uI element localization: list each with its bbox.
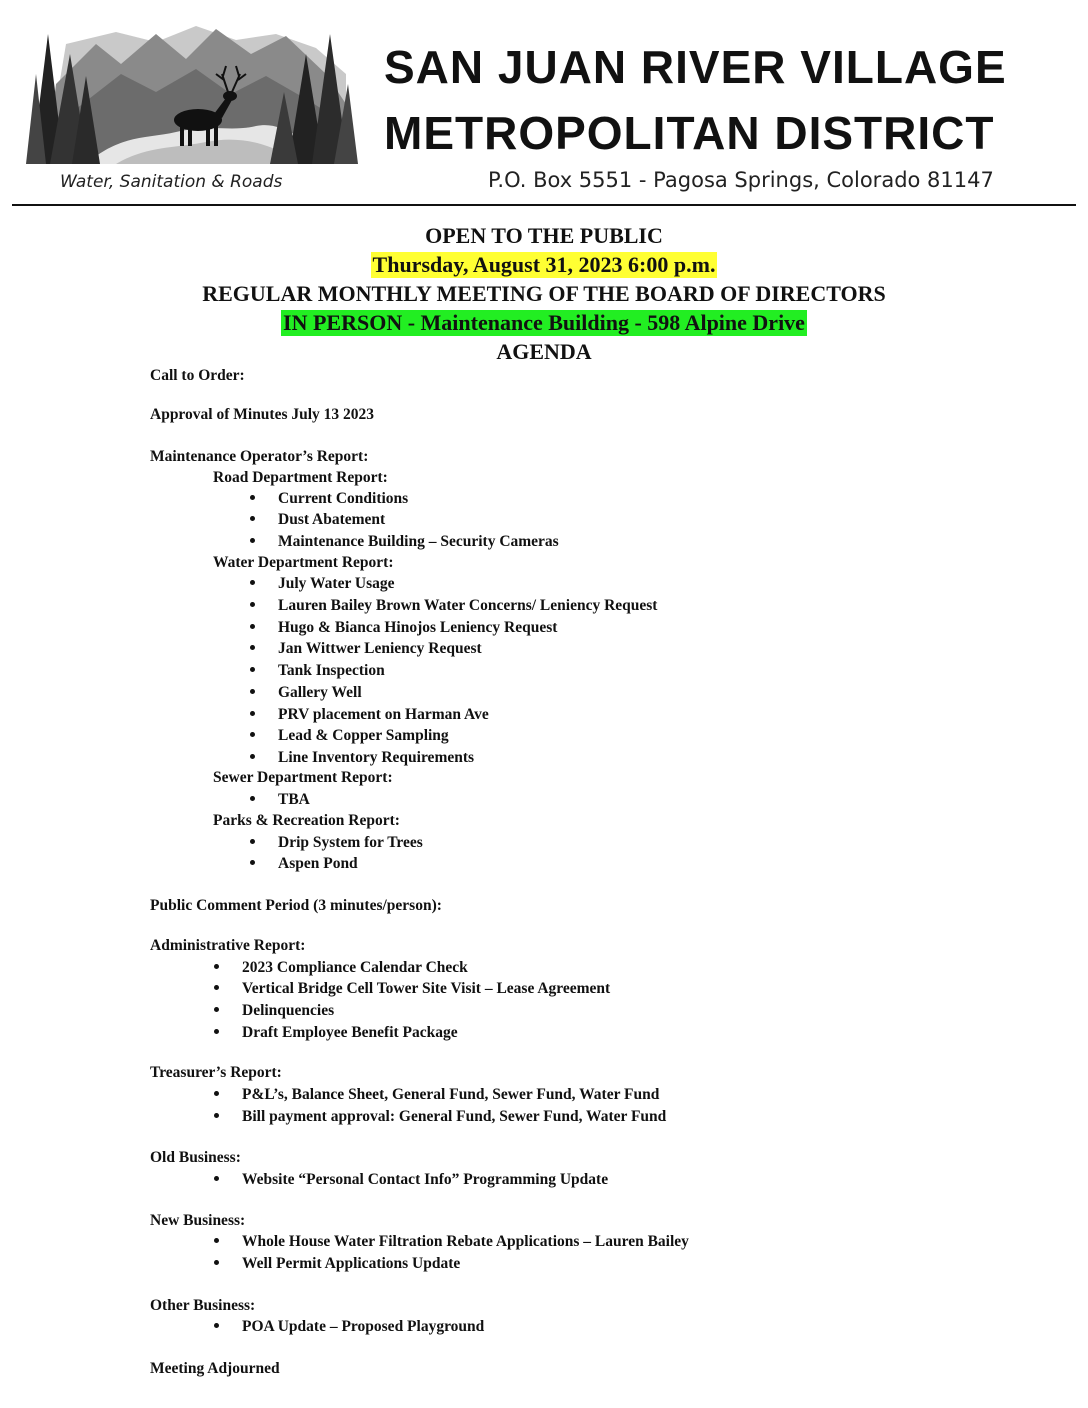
bullet-icon — [250, 602, 255, 607]
bullet-icon — [250, 839, 255, 844]
meeting-adjourned: Meeting Adjourned — [150, 1360, 280, 1377]
list-item: Hugo & Bianca Hinojos Leniency Request — [250, 619, 557, 637]
list-item: July Water Usage — [250, 575, 395, 593]
list-item: 2023 Compliance Calendar Check — [214, 959, 468, 977]
list-item: P&L’s, Balance Sheet, General Fund, Sewer Fund, Water Fund — [214, 1086, 659, 1104]
list-item: Jan Wittwer Leniency Request — [250, 640, 482, 658]
bullet-icon — [214, 1091, 219, 1096]
list-item: POA Update – Proposed Playground — [214, 1318, 484, 1336]
call-to-order: Call to Order: — [150, 367, 245, 384]
list-item: PRV placement on Harman Ave — [250, 706, 489, 724]
bullet-icon — [214, 1029, 219, 1034]
bullet-icon — [250, 580, 255, 585]
bullet-icon — [250, 754, 255, 759]
list-item: Vertical Bridge Cell Tower Site Visit – Lease Agreement — [214, 980, 610, 998]
bullet-icon — [214, 1007, 219, 1012]
sewer-report-heading: Sewer Department Report: — [213, 769, 393, 786]
bullet-icon — [250, 796, 255, 801]
list-item: TBA — [250, 791, 310, 809]
meeting-location: IN PERSON - Maintenance Building - 598 Alpine Drive — [283, 310, 805, 335]
new-business-heading: New Business: — [150, 1212, 246, 1229]
bullet-icon — [250, 538, 255, 543]
list-item: Bill payment approval: General Fund, Sewer Fund, Water Fund — [214, 1108, 666, 1126]
list-item: Gallery Well — [250, 684, 362, 702]
list-item: Tank Inspection — [250, 662, 385, 680]
list-item: Lauren Bailey Brown Water Concerns/ Leniency Request — [250, 597, 657, 615]
treasurer-report-heading: Treasurer’s Report: — [150, 1064, 282, 1081]
old-business-heading: Old Business: — [150, 1149, 241, 1166]
open-to-public-heading: OPEN TO THE PUBLIC — [425, 223, 663, 248]
bullet-icon — [214, 1238, 219, 1243]
bullet-icon — [250, 495, 255, 500]
road-report-heading: Road Department Report: — [213, 469, 388, 486]
agenda-heading: AGENDA — [496, 339, 592, 364]
bullet-icon — [250, 516, 255, 521]
bullet-icon — [250, 711, 255, 716]
list-item: Draft Employee Benefit Package — [214, 1024, 458, 1042]
bullet-icon — [250, 667, 255, 672]
bullet-icon — [214, 1113, 219, 1118]
bullet-icon — [214, 1260, 219, 1265]
district-address: P.O. Box 5551 - Pagosa Springs, Colorado 81147 — [488, 168, 994, 192]
district-name-line1: SAN JUAN RIVER VILLAGE — [384, 41, 1007, 93]
list-item: Dust Abatement — [250, 511, 385, 529]
district-tagline: Water, Sanitation & Roads — [60, 172, 283, 192]
bullet-icon — [250, 624, 255, 629]
list-item: Delinquencies — [214, 1002, 334, 1020]
maintenance-report-heading: Maintenance Operator’s Report: — [150, 448, 369, 465]
bullet-icon — [214, 964, 219, 969]
district-name-line2: METROPOLITAN DISTRICT — [384, 107, 995, 159]
other-business-heading: Other Business: — [150, 1297, 256, 1314]
list-item: Website “Personal Contact Info” Programming Update — [214, 1171, 608, 1189]
bullet-icon — [250, 645, 255, 650]
list-item: Line Inventory Requirements — [250, 749, 474, 767]
list-item: Aspen Pond — [250, 855, 358, 873]
bullet-icon — [214, 1323, 219, 1328]
water-report-heading: Water Department Report: — [213, 554, 394, 571]
list-item: Lead & Copper Sampling — [250, 727, 449, 745]
admin-report-heading: Administrative Report: — [150, 937, 306, 954]
list-item: Current Conditions — [250, 490, 408, 508]
meeting-type-heading: REGULAR MONTHLY MEETING OF THE BOARD OF DIRECTORS — [202, 281, 886, 306]
bullet-icon — [214, 1176, 219, 1181]
bullet-icon — [214, 985, 219, 990]
public-comment-heading: Public Comment Period (3 minutes/person): — [150, 897, 442, 914]
approval-of-minutes: Approval of Minutes July 13 2023 — [150, 406, 375, 423]
list-item: Maintenance Building – Security Cameras — [250, 533, 559, 551]
list-item: Whole House Water Filtration Rebate Applications – Lauren Bailey — [214, 1233, 689, 1251]
bullet-icon — [250, 689, 255, 694]
bullet-icon — [250, 860, 255, 865]
list-item: Drip System for Trees — [250, 834, 423, 852]
meeting-datetime: Thursday, August 31, 2023 6:00 p.m. — [372, 252, 716, 277]
list-item: Well Permit Applications Update — [214, 1255, 460, 1273]
bullet-icon — [250, 732, 255, 737]
parks-report-heading: Parks & Recreation Report: — [213, 812, 400, 829]
